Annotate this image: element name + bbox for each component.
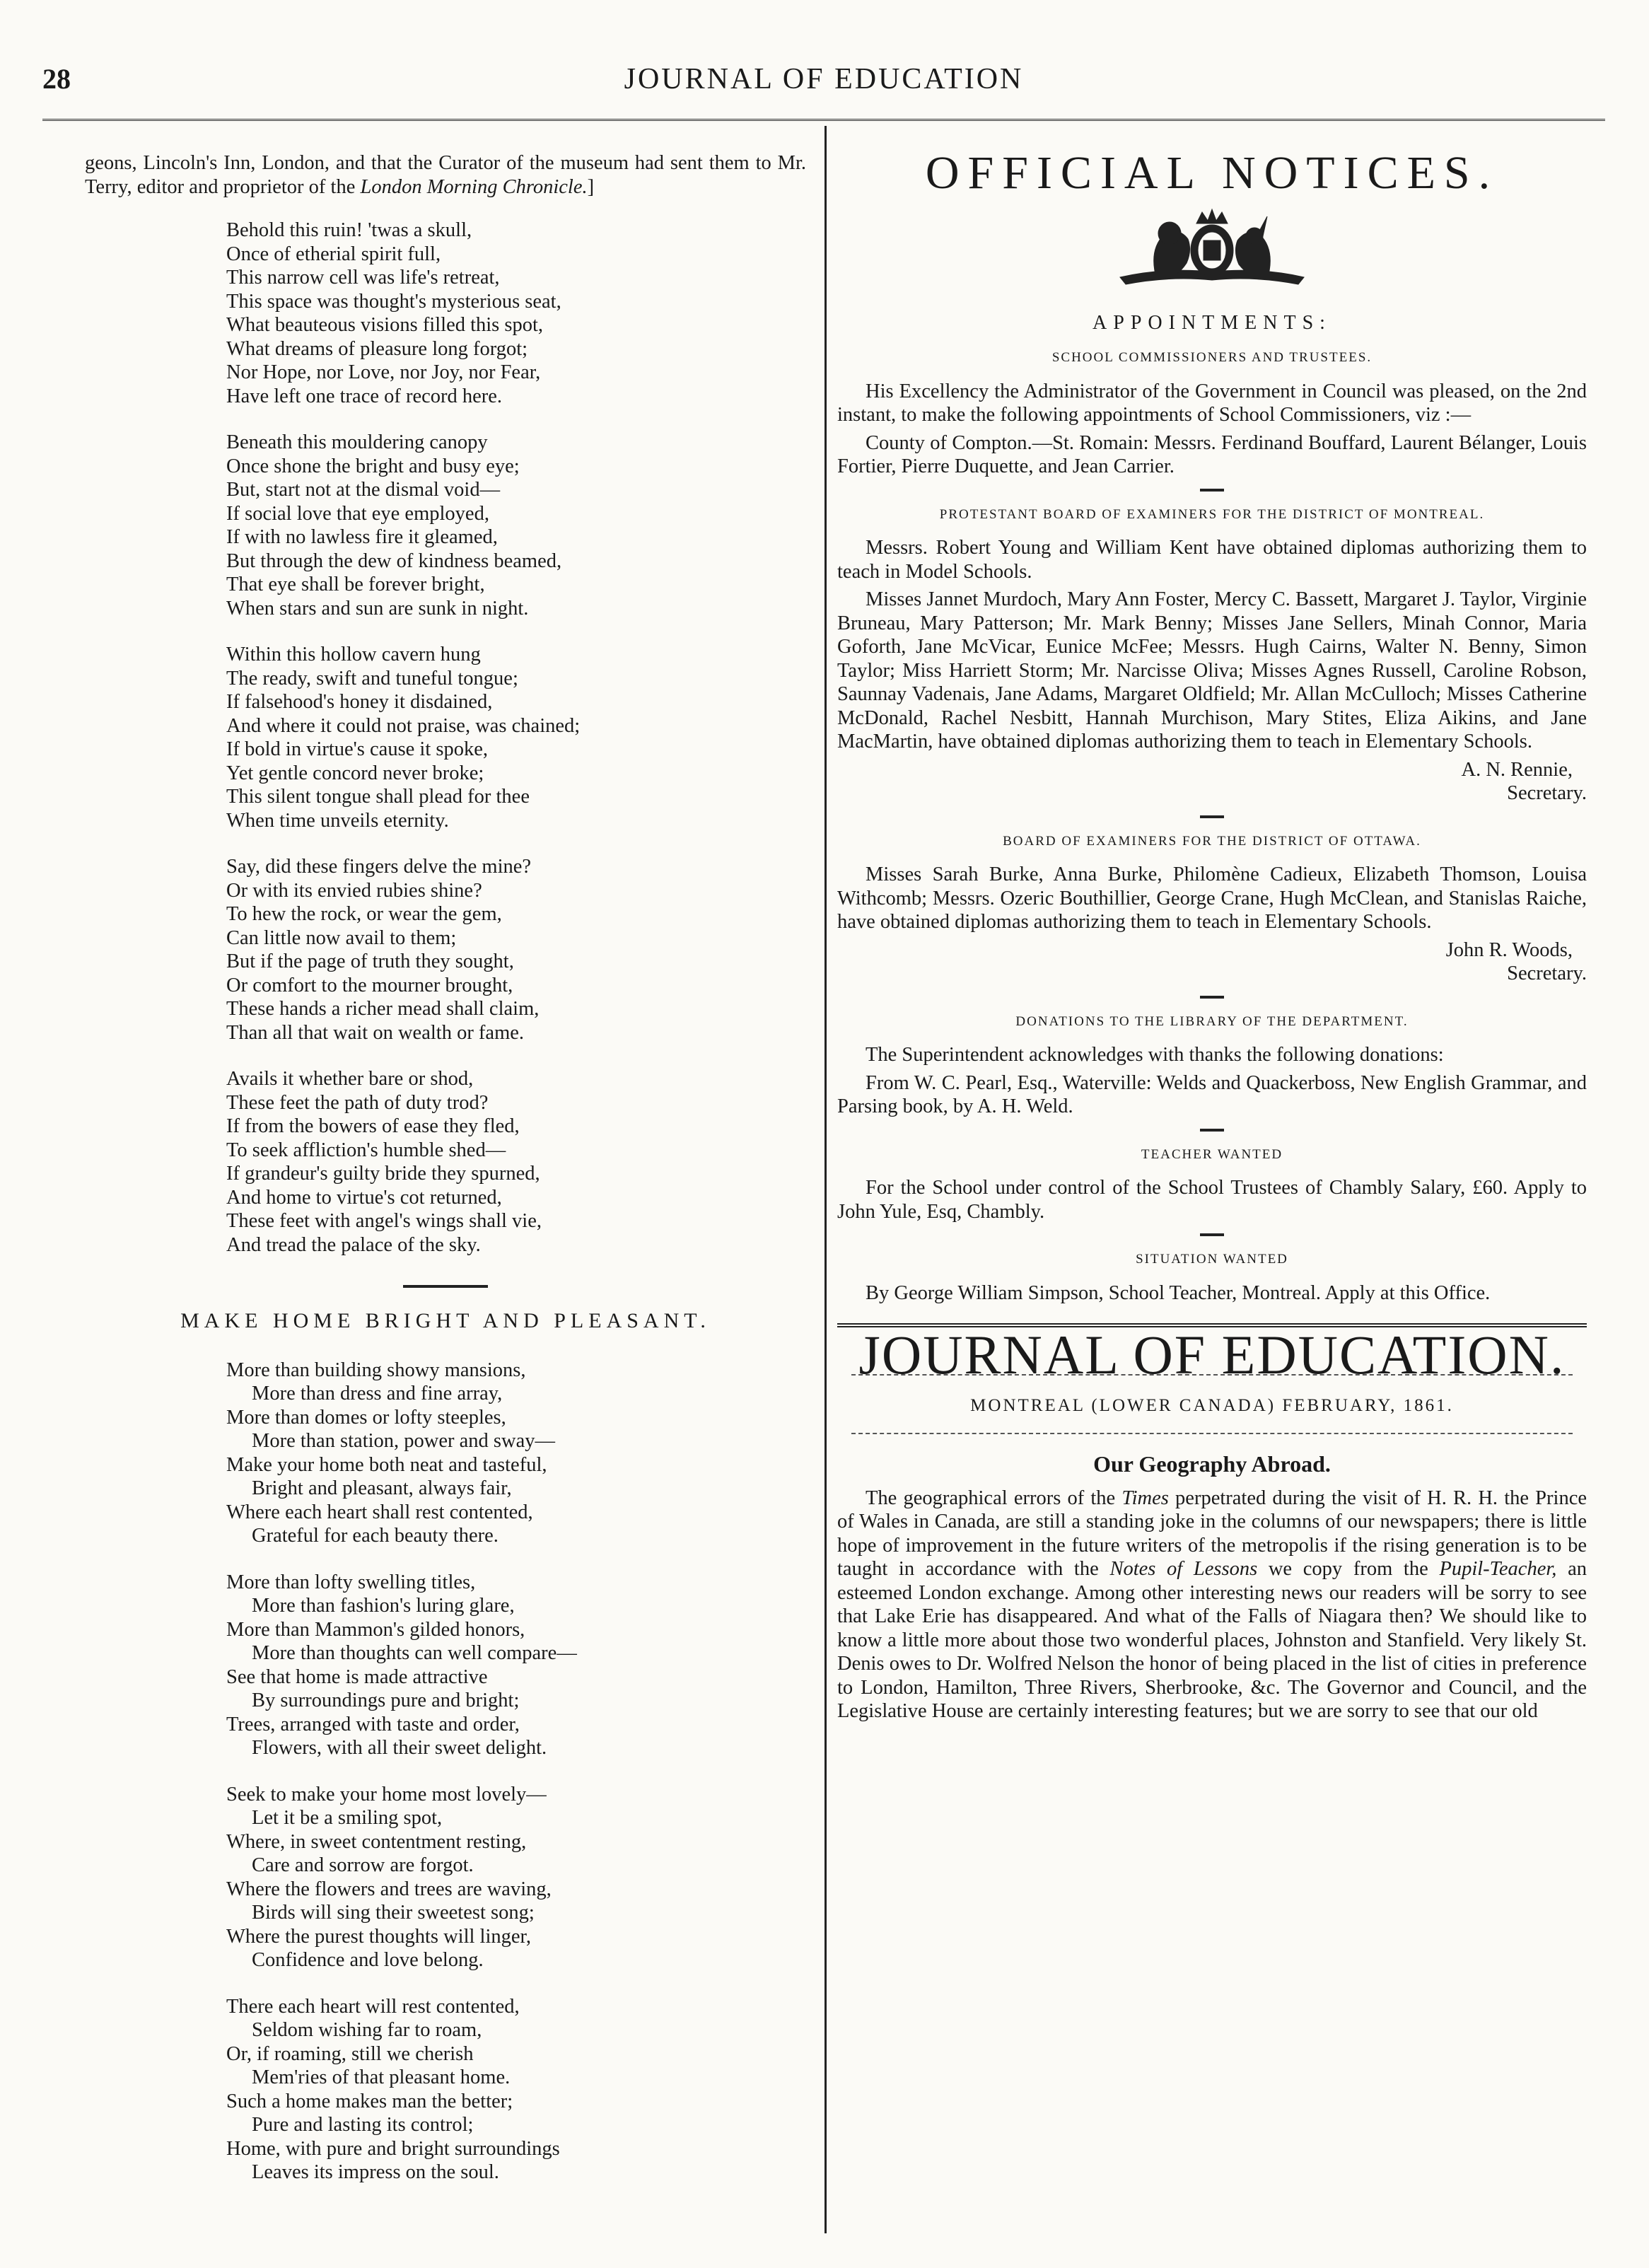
poem-line: Confidence and love belong. — [252, 1949, 484, 1971]
poem-line: Yet gentle concord never broke; — [226, 762, 484, 784]
poem-line: Or, if roaming, still we cherish — [226, 2042, 474, 2065]
poem-line: Nor Hope, nor Love, nor Joy, nor Fear, — [226, 361, 541, 383]
poem-line: And where it could not praise, was chained; — [226, 714, 581, 737]
signature-woods-title: Secretary. — [1507, 963, 1587, 984]
official-notices-title: OFFICIAL NOTICES. — [925, 147, 1499, 199]
intro-end: ] — [587, 175, 595, 198]
montreal-paragraph-2: Misses Jannet Murdoch, Mary Ann Foster, Mercy C. Bassett, Margaret J. Taylor, Virginie Bruneau, Mary Patterson; Mr. Mark Benny; Misses Jane Sellers, Minah Connor, Maria Goforth, Jane McVicar, Eunice McFee; Messrs. Hugh Cairns, Walter N. Benny, Simon Taylor; Miss Harriett Storm; Mr. Narcisse Oliva; Misses Agnes Russell, Caroline Robson, Saunnay Vadenais, Jane Adams, Margaret Oldfield; Mr. Allan McCulloch; Misses Catherine McDonald, Rachel Nesbitt, Hannah Murchison, Mary Stites, Eliza Aikins, and Jane MacMartin, have obtained diplomas authorizing them to teach in Elementary Schools. — [837, 588, 1587, 752]
short-rule — [1200, 489, 1224, 492]
poem-line: By surroundings pure and bright; — [252, 1690, 520, 1711]
article-text: we copy from the — [1257, 1558, 1440, 1580]
poem-line: Grateful for each beauty there. — [252, 1525, 499, 1547]
poem-line: Flowers, with all their sweet delight. — [252, 1737, 547, 1759]
subhead-situation-wanted: SITUATION WANTED — [1136, 1252, 1288, 1267]
poem-line: Or with its envied rubies shine? — [226, 879, 482, 902]
stanza — [85, 643, 806, 832]
page-number: 28 — [42, 63, 71, 95]
stanza — [85, 431, 806, 620]
poem-line: And home to virtue's cot returned, — [226, 1186, 502, 1209]
poem-line: Have left one trace of record here. — [226, 385, 503, 407]
short-rule — [1200, 996, 1224, 999]
article-italic: Times — [1121, 1487, 1169, 1509]
poem-line: Birds will sing their sweetest song; — [252, 1902, 535, 1924]
short-rule — [1200, 1233, 1224, 1236]
page-header — [42, 62, 1605, 112]
subhead-montreal: PROTESTANT BOARD OF EXAMINERS FOR THE DISTRICT OF MONTREAL. — [939, 506, 1485, 522]
journal-title: JOURNAL OF EDUCATION. — [858, 1324, 1566, 1385]
poem-line: Where, in sweet contentment resting, — [226, 1830, 527, 1853]
poem-line: Once of etherial spirit full, — [226, 243, 441, 265]
poem-line: More than domes or lofty steeples, — [226, 1406, 506, 1429]
article-text: The geographical errors of the — [866, 1487, 1122, 1509]
poem-line: If from the bowers of ease they fled, — [226, 1115, 520, 1137]
signature-rennie: A. N. Rennie, — [1461, 758, 1573, 781]
poem-line: Where the purest thoughts will linger, — [226, 1925, 532, 1948]
poem-line: Let it be a smiling spot, — [252, 1807, 443, 1829]
poem-line: Behold this ruin! 'twas a skull, — [226, 219, 472, 241]
short-rule — [1200, 1129, 1224, 1132]
poem-line: When stars and sun are sunk in night. — [226, 597, 529, 620]
poem-line: Beneath this mouldering canopy — [226, 431, 488, 453]
intro-paragraph — [85, 151, 806, 199]
dotted-rule — [851, 1433, 1573, 1434]
poem-line: More than fashion's luring glare, — [252, 1595, 515, 1617]
subhead-ottawa: BOARD OF EXAMINERS FOR THE DISTRICT OF OTTAWA. — [1003, 833, 1421, 849]
column-divider — [824, 126, 827, 2233]
article-italic: Notes of Lessons — [1109, 1558, 1258, 1580]
poem-line: These hands a richer mead shall claim, — [226, 998, 540, 1020]
poem-line: Such a home makes man the better; — [226, 2090, 513, 2112]
poem-line: Care and sorrow are forgot. — [252, 1854, 474, 1876]
article-title: Our Geography Abroad. — [1093, 1451, 1331, 1477]
poem-line: Seldom wishing far to roam, — [252, 2019, 482, 2041]
situation-paragraph: By George William Simpson, School Teacher, Montreal. Apply at this Office. — [866, 1281, 1491, 1304]
stanza — [85, 1783, 806, 1972]
article-text: an esteemed London exchange. Among other interesting news our readers will be sorry to see that Lake Erie has disappeared. And what of the Falls of Niagara then? We should like to know a little more about those two wonderful places, Johnston and Stanfield. Very likely St. Denis owes to Dr. Wolfred Nelson the honor of being placed in the list of cities in preference to London, Hamilton, Three Rivers, Sherbrooke, &c. The Governor and Council, and the Legislative House are certainly interesting features; but we are sorry to see that our old — [837, 1558, 1587, 1722]
header-rule — [42, 119, 1605, 121]
poem-line: More than Mammon's gilded honors, — [226, 1618, 525, 1641]
poem-line: These feet the path of duty trod? — [226, 1091, 489, 1114]
poem-line: More than station, power and sway— — [252, 1430, 555, 1452]
skull-poem — [85, 219, 806, 1257]
signature-rennie-title: Secretary. — [1507, 782, 1587, 804]
poem-title: MAKE HOME BRIGHT AND PLEASANT. — [180, 1309, 711, 1332]
left-column — [85, 151, 806, 2207]
poem-line: Where each heart shall rest contented, — [226, 1501, 533, 1523]
stanza — [85, 1067, 806, 1257]
poem-line: If falsehood's honey it disdained, — [226, 691, 493, 713]
dateline: MONTREAL (LOWER CANADA) FEBRUARY, 1861. — [970, 1395, 1454, 1415]
poem-line: Leaves its impress on the soul. — [252, 2161, 499, 2183]
stanza — [85, 1359, 806, 1548]
poem-line: If with no lawless fire it gleamed, — [226, 526, 498, 548]
poem-line: These feet with angel's wings shall vie, — [226, 1210, 542, 1232]
poem-line: Bright and pleasant, always fair, — [252, 1477, 512, 1499]
home-poem — [85, 1359, 806, 2185]
commissioners-paragraph-1: His Excellency the Administrator of the Government in Council was pleased, on the 2nd instant, to make the following appointments of School Commissioners, viz :— — [837, 380, 1587, 426]
poem-line: See that home is made attractive — [226, 1665, 488, 1688]
poem-line: This silent tongue shall plead for thee — [226, 786, 530, 808]
poem-line: Seek to make your home most lovely— — [226, 1783, 547, 1805]
article-italic: Pupil-Teacher, — [1439, 1558, 1557, 1580]
poem-line: This narrow cell was life's retreat, — [226, 267, 500, 289]
poem-line: What dreams of pleasure long forgot; — [226, 337, 528, 360]
stanza — [85, 1571, 806, 1760]
poem-line: More than dress and fine array, — [252, 1383, 503, 1405]
poem-line: If grandeur's guilty bride they spurned, — [226, 1163, 540, 1185]
intro-text: geons, Lincoln's Inn, London, and that the Curator of the museum had sent them to Mr. Terry, editor and proprietor of the — [85, 152, 806, 198]
poem-line: More than thoughts can well compare— — [252, 1642, 577, 1664]
poem-line: More than lofty swelling titles, — [226, 1571, 476, 1593]
right-column — [837, 147, 1587, 1723]
poem-line: Where the flowers and trees are waving, — [226, 1878, 552, 1900]
poem-line: Say, did these fingers delve the mine? — [226, 856, 532, 878]
poem-line: Home, with pure and bright surroundings — [226, 2137, 560, 2160]
poem-line: If bold in virtue's cause it spoke, — [226, 738, 489, 760]
article-text: perpetrated during the visit of H. R. H. the Prince of Wales in Canada, are still a standing joke in the columns of our newspapers; there is little hope of improvement in the future writers of the metropolis if the rising generation is to be taught in accordance with the — [837, 1487, 1587, 1580]
commissioners-paragraph-2: County of Compton.—St. Romain: Messrs. Ferdinand Bouffard, Laurent Bélanger, Louis Fortier, Pierre Duquette, and Jean Carrier. — [837, 431, 1587, 477]
poem-line: Within this hollow cavern hung — [226, 644, 481, 665]
poem-line: But through the dew of kindness beamed, — [226, 549, 562, 572]
ottawa-paragraph-1: Misses Sarah Burke, Anna Burke, Philomène Cadieux, Elizabeth Thomson, Louisa Withcomb; Messrs. Ozeric Bouthillier, George Crane, Hugh McClean, and Stanislas Raiche, have obtained diplomas authorizing them to teach in Elementary Schools. — [837, 863, 1587, 933]
poem-line: Once shone the bright and busy eye; — [226, 455, 520, 477]
subhead-donations: DONATIONS TO THE LIBRARY OF THE DEPARTMENT. — [1015, 1013, 1409, 1029]
poem-line: Make your home both neat and tasteful, — [226, 1453, 547, 1476]
poem-line: Mem'ries of that pleasant home. — [252, 2066, 511, 2088]
poem-line: Can little now avail to them; — [226, 926, 457, 949]
poem-line: More than building showy mansions, — [226, 1359, 526, 1381]
article-paragraph — [837, 1487, 1587, 1723]
intro-italic: London Morning Chronicle. — [360, 175, 588, 198]
stanza — [85, 1995, 806, 2185]
short-rule — [1200, 815, 1224, 818]
article-body — [837, 1487, 1587, 1723]
stanza — [85, 855, 806, 1045]
appointments-heading: APPOINTMENTS: — [1092, 311, 1332, 334]
poem-line: When time unveils eternity. — [226, 809, 449, 832]
stanza — [85, 219, 806, 408]
signature-woods: John R. Woods, — [1445, 938, 1573, 961]
poem-line: Trees, arranged with taste and order, — [226, 1713, 520, 1735]
poem-line: Avails it whether bare or shod, — [226, 1068, 474, 1090]
poem-line: But, start not at the dismal void— — [226, 479, 501, 501]
donations-paragraph-1: The Superintendent acknowledges with thanks the following donations: — [866, 1044, 1444, 1066]
poem-line: But if the page of truth they sought, — [226, 950, 514, 972]
poem-line: The ready, swift and tuneful tongue; — [226, 667, 518, 690]
montreal-paragraph-1: Messrs. Robert Young and William Kent have obtained diplomas authorizing them to teach in Model Schools. — [837, 537, 1587, 583]
poem-line: If social love that eye employed, — [226, 502, 489, 525]
poem-line: To seek affliction's humble shed— — [226, 1139, 506, 1161]
subhead-teacher-wanted: TEACHER WANTED — [1141, 1146, 1283, 1162]
poem-line: What beauteous visions filled this spot, — [226, 314, 544, 336]
poem-line: Or comfort to the mourner brought, — [226, 974, 513, 996]
subhead-commissioners: SCHOOL COMMISSIONERS AND TRUSTEES. — [1051, 350, 1373, 365]
poem-line: This space was thought's mysterious seat, — [226, 290, 561, 313]
poem-divider — [403, 1285, 488, 1288]
running-title: JOURNAL OF EDUCATION — [624, 63, 1024, 95]
royal-arms-icon — [1113, 207, 1311, 291]
poem-line: Pure and lasting its control; — [252, 2114, 474, 2136]
donations-paragraph-2: From W. C. Pearl, Esq., Waterville: Welds and Quackerboss, New English Grammar, and Parsing book, by A. H. Weld. — [837, 1071, 1587, 1117]
teacher-paragraph: For the School under control of the School Trustees of Chambly Salary, £60. Apply to John Yule, Esq, Chambly. — [837, 1177, 1587, 1223]
poem-line: To hew the rock, or wear the gem, — [226, 903, 502, 925]
poem-line: There each heart will rest contented, — [226, 1995, 520, 2018]
poem-line: That eye shall be forever bright, — [226, 574, 485, 595]
poem-line: And tread the palace of the sky. — [226, 1233, 481, 1256]
poem-line: Than all that wait on wealth or fame. — [226, 1021, 525, 1044]
